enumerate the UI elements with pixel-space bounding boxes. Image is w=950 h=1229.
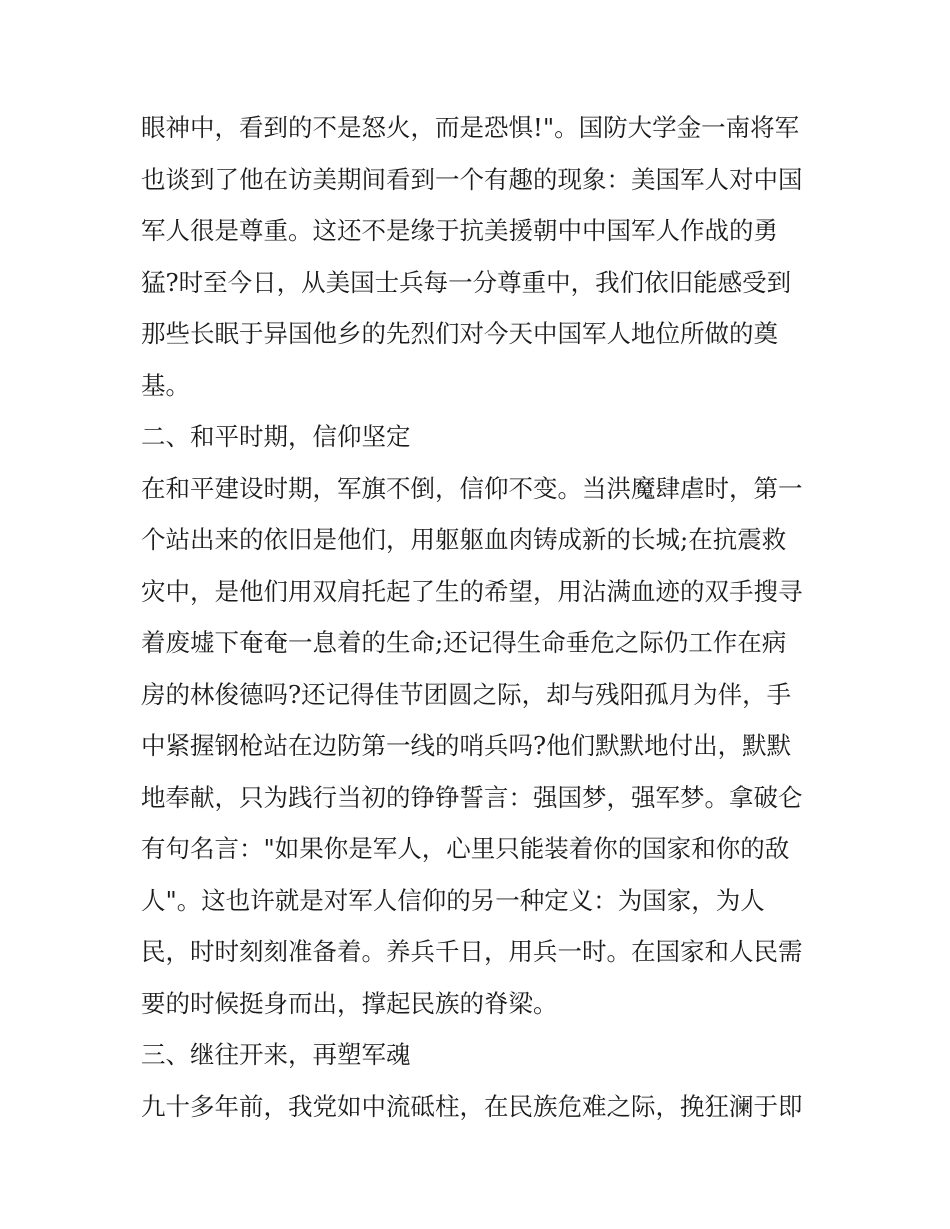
text-line: 房的林俊德吗?还记得佳节团圆之际，却与残阳孤月为伴，手	[141, 679, 792, 709]
text-line: 着废墟下奄奄一息着的生命;还记得生命垂危之际仍工作在病	[141, 628, 787, 657]
text-line: 民，时时刻刻准备着。养兵千日，用兵一时。在国家和人民需	[141, 937, 803, 966]
text-line: 那些长眠于异国他乡的先烈们对今天中国军人地位所做的奠	[141, 319, 778, 348]
text-line: 猛?时至今日，从美国士兵每一分尊重中，我们依旧能感受到	[141, 267, 792, 297]
text-line: 在和平建设时期，军旗不倒，信仰不变。当洪魔肆虐时，第一	[141, 473, 803, 503]
section-heading: 三、继往开来，再塑军魂	[141, 1040, 411, 1069]
text-line: 九十多年前，我党如中流砥柱，在民族危难之际，挽狂澜于即	[141, 1091, 803, 1121]
text-line: 中紧握钢枪站在边防第一线的哨兵吗?他们默默地付出，默默	[141, 731, 792, 760]
document-body	[141, 102, 821, 1132]
text-line: 地奉献，只为践行当初的铮铮誓言：强国梦，强军梦。拿破仑	[141, 782, 803, 812]
text-line: 也谈到了他在访美期间看到一个有趣的现象：美国军人对中国	[141, 164, 803, 194]
text-line: 要的时候挺身而出，撑起民族的脊梁。	[141, 988, 558, 1018]
text-line: 眼神中，看到的不是怒火，而是恐惧!"。国防大学金一南将军	[141, 113, 800, 142]
text-line: 灾中，是他们用双肩托起了生的希望，用沾满血迹的双手搜寻	[141, 576, 803, 606]
text-line: 军人很是尊重。这还不是缘于抗美援朝中中国军人作战的勇	[141, 216, 778, 245]
text-line: 个站出来的依旧是他们，用躯躯血肉铸成新的长城;在抗震救	[141, 525, 787, 554]
section-heading: 二、和平时期，信仰坚定	[141, 422, 411, 451]
text-line: 有句名言："如果你是军人，心里只能装着你的国家和你的敌	[141, 834, 790, 863]
text-line: 基。	[141, 370, 190, 400]
text-line: 人"。这也许就是对军人信仰的另一种定义：为国家，为人	[141, 885, 765, 915]
